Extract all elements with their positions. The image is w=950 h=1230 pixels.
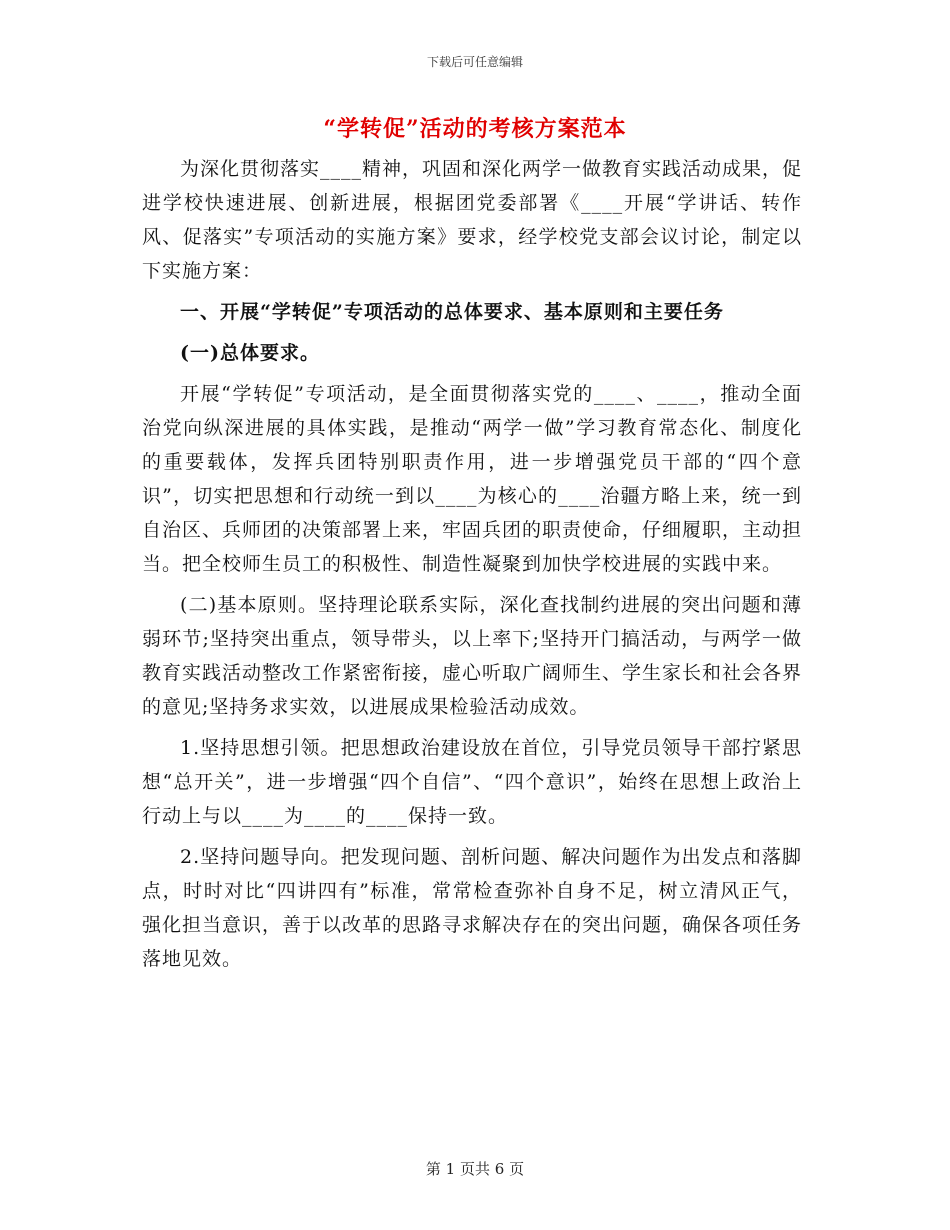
page-number: 第 1 页共 6 页 <box>425 1160 525 1178</box>
intro-paragraph: 为深化贯彻落实____精神，巩固和深化两学一做教育实践活动成果，促进学校快速进展、创新进展，根据团党委部署《____开展“学讲话、转作风、促落实”专项活动的实施方案》要求，经学校党支部会议讨论，制定以下实施方案： <box>142 158 803 282</box>
principle-1-paragraph: 1.坚持思想引领。把思想政治建设放在首位，引导党员领导干部拧紧思想“总开关”，进一步增强“四个自信”、“四个意识”，始终在思想上政治上行动上与以____为____的____保持一致。 <box>142 737 802 827</box>
header-note: 下载后可任意编辑 <box>426 55 523 69</box>
document-title: “学转促”活动的考核方案范本 <box>323 116 627 142</box>
basic-principles-paragraph: (二)基本原则。坚持理论联系实际，深化查找制约进展的突出问题和薄弱环节;坚持突出重点，领导带头，以上率下;坚持开门搞活动，与两学一做教育实践活动整改工作紧密衔接，虚心听取广阔师生、学生家长和社会各界的意见;坚持务求实效，以进展成果检验活动成效。 <box>142 594 803 718</box>
subsection-heading-overall-requirements: (一)总体要求。 <box>180 342 320 364</box>
principle-2-paragraph: 2.坚持问题导向。把发现问题、剖析问题、解决问题作为出发点和落脚点，时时对比“四讲四有”标准，常常检查弥补自身不足，树立清风正气，强化担当意识，善于以改革的思路寻求解决存在的突出问题，确保各项任务落地见效。 <box>142 846 803 970</box>
overall-requirements-paragraph: 开展“学转促”专项活动，是全面贯彻落实党的____、____，推动全面治党向纵深进展的具体实践，是推动“两学一做”学习教育常态化、制度化的重要载体，发挥兵团特别职责作用，进一步增强党员干部的“四个意识”，切实把思想和行动统一到以____为核心的____治疆方略上来，统一到自治区、兵师团的决策部署上来，牢固兵团的职责使命，仔细履职，主动担当。把全校师生员工的积极性、制造性凝聚到加快学校进展的实践中来。 <box>142 383 803 575</box>
document-body <box>142 152 802 983</box>
section-heading-1: 一、开展“学转促”专项活动的总体要求、基本原则和主要任务 <box>180 301 724 323</box>
